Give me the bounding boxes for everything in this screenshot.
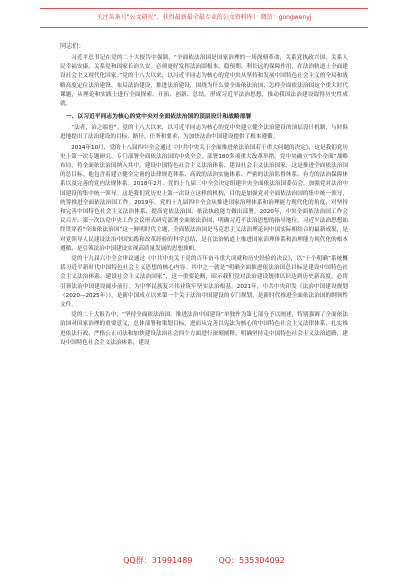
footer-qq-number: QQ：535304092	[218, 556, 285, 565]
document-body	[60, 42, 348, 550]
banner-text: 关注头条号“公文研究”，获得最新最全最专业的公文资料库！ 微信：gongwenyj	[96, 14, 312, 21]
paragraph-intro: 习近平总书记在党的二十大报告中强调，“全面依法治国是国家治理的一场深刻革命，关系党执政兴国，关系人民幸福安康，关系党和国家长治久安。必须更好发挥法治固根本、稳预期、利长远的保障作用，在法治轨道上全面建设社会主义现代化国家。”党的十八大以来，以习近平同志为核心的党中央从坚持和发展中国特色社会主义的全局和战略高度定位法治建设、布局法治建设，推进法治建设，围绕为什么要全面依法治国、怎样全面依法治国这个重大时代课题，从理论和实践上进行全面探索、开拓、创新、总结，形成习近平法治思想，推动我国法治建设取得历史性成就。	[60, 55, 348, 108]
footer-qq-group: QQ群：31991489	[123, 556, 193, 565]
top-banner	[40, 8, 368, 28]
footer-contact	[0, 553, 408, 569]
paragraph: 党的十九届六中全会审议通过《中共中央关于党的百年奋斗重大成就和历史经验的决议》，以“十个明确”系统概括习近平新时代中国特色社会主义思想的核心内容。其中之一就是“明确全面推进依法治国总目标是建设中国特色社会主义法治体系、建设社会主义法治国家”，这一重要论断，昭示我们党对法治建设规律认识达到历史新高度，必将引领法治中国建设阔步前行。为中华民族复兴伟业筑牢坚实法治根基。2021年，中共中央印发《法治中国建设规划（2020—2025年）》，是新中国成立以来第一个关于法治中国建设的专门规划，是新时代推进全面依法治国的纲领性文件。	[60, 256, 348, 309]
section-heading-1: 一、以习近平同志为核心的党中央对全面依法治国的顶层设计和战略部署	[65, 114, 252, 121]
paragraph: 2014年10月，党的十八届四中全会通过《中共中央关于全面推进依法治国若干重大问题的决定》，这是我们党历史上第一次专题研究、专门部署全面依法治国的中央全会，部署180多项重大改革举措。党中央确立“四个全面”战略布局，将全面依法治国纳入其中。建设中国特色社会主义法治体系、建设社会主义法治国家，这是推进全面依法治国的总目标。他包含着建立健全完备的法律规范体系、高效的法治实施体系、严密的法治监督体系、有力的法治保障体系以及完善的党内法规体系。2018年2月，党的十九届三中全会决定组建中央全面依法治国委员会，加强党对法治中国建设的集中统一领导。这是我们党历史上第一次设立这样的机构，目的是加强党对全面依法治国的集中统一领导，统筹推进全面依法治国工作。2019年，党的十九届四中全会从推进国家治理体系和治理能力现代化的角度，对坚持和完善中国特色社会主义法治体系、提高党依法治国、依法执政能力做出部署。2020年，中央全面依法治国工作会议召开，第一次以党中央工作会议形式研究部署全面依法治国，明确习近平法治思想的指导地位。习近平法治思想始终贯穿着“全面依法治国”这一鲜明时代主题，全面依法治国是马克思主义法治理论同中国实际相结合的最新成果，是对党领导人民建设法治中国实践和改革经验的科学总结，是在法治轨道上推进国家治理体系和治理能力现代化的根本遵循，是引领法治中国建设实现高质量发展的思想旗帜。	[60, 144, 348, 252]
paragraph: 党的二十大报告中，“坚持全面依法治国，推进法治中国建设”单独作为第七部分予以阐述，特别强调了全面依法治国对国家治理的重要意义，总体部署和策划目标，进而从完善以宪法为核心的中国特色社会主义法律体系、扎实推进依法行政、严格公正司法和加快建设法治社会四个方面进行深刻阐释，明确坚持走中国特色社会主义法治道路，建设中国特色社会主义法治体系，建设	[60, 312, 348, 346]
salutation: 同志们：	[60, 43, 85, 50]
paragraph: “法者，治之端也”。党的十八大以来，以习近平同志为核心的党中央建立健全法治建设的顶层设计机制，与时俱进地提出了法治建设的目标、路径、任务和要求，为加快法治中国建设提供了根本遵循。	[60, 125, 348, 141]
